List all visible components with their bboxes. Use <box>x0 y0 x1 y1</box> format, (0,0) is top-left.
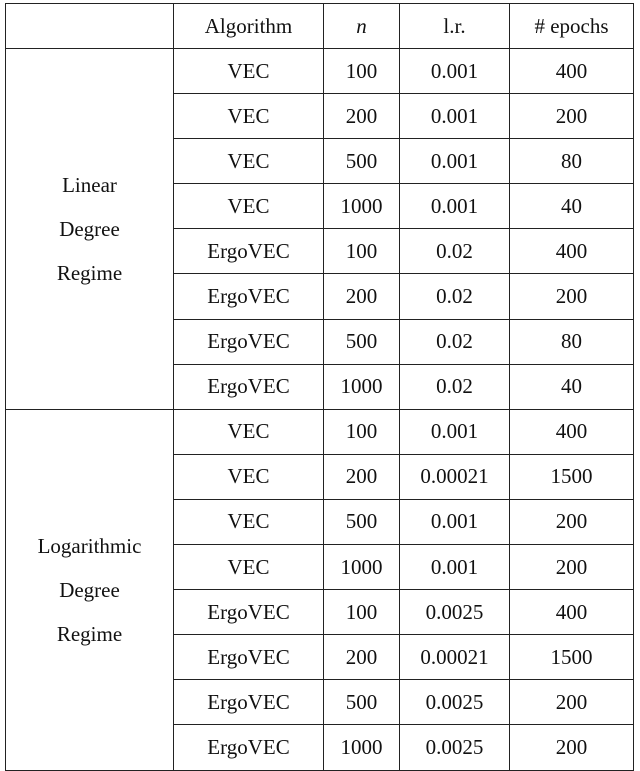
algorithm-cell: ErgoVEC <box>174 725 324 770</box>
n-cell: 1000 <box>324 364 400 409</box>
header-learning-rate: l.r. <box>400 4 510 49</box>
epochs-cell: 400 <box>510 229 634 274</box>
regime-label-line: Logarithmic <box>37 533 142 558</box>
learning-rate-cell: 0.001 <box>400 94 510 139</box>
n-cell: 200 <box>324 454 400 499</box>
algorithm-cell: VEC <box>174 409 324 454</box>
header-n: n <box>324 4 400 49</box>
epochs-cell: 400 <box>510 590 634 635</box>
algorithm-cell: ErgoVEC <box>174 635 324 680</box>
epochs-cell: 400 <box>510 49 634 94</box>
epochs-cell: 80 <box>510 319 634 364</box>
epochs-cell: 40 <box>510 364 634 409</box>
epochs-cell: 200 <box>510 545 634 590</box>
n-cell: 100 <box>324 49 400 94</box>
algorithm-cell: VEC <box>174 94 324 139</box>
algorithm-cell: VEC <box>174 545 324 590</box>
algorithm-cell: ErgoVEC <box>174 319 324 364</box>
algorithm-cell: ErgoVEC <box>174 229 324 274</box>
regime-label-line: Degree <box>59 577 120 602</box>
learning-rate-cell: 0.0025 <box>400 590 510 635</box>
learning-rate-cell: 0.001 <box>400 184 510 229</box>
header-corner-cell <box>6 4 174 49</box>
learning-rate-cell: 0.001 <box>400 409 510 454</box>
epochs-cell: 40 <box>510 184 634 229</box>
algorithm-cell: ErgoVEC <box>174 364 324 409</box>
n-cell: 100 <box>324 409 400 454</box>
n-cell: 100 <box>324 229 400 274</box>
regime-label-line: Linear <box>62 172 117 197</box>
learning-rate-cell: 0.02 <box>400 364 510 409</box>
header-epochs: # epochs <box>510 4 634 49</box>
learning-rate-cell: 0.02 <box>400 274 510 319</box>
regime-label-cell <box>6 409 174 770</box>
n-cell: 500 <box>324 319 400 364</box>
algorithm-cell: VEC <box>174 49 324 94</box>
n-cell: 100 <box>324 590 400 635</box>
learning-rate-cell: 0.001 <box>400 545 510 590</box>
learning-rate-cell: 0.0025 <box>400 680 510 725</box>
algorithm-cell: ErgoVEC <box>174 274 324 319</box>
table-row <box>6 409 634 454</box>
epochs-cell: 200 <box>510 274 634 319</box>
epochs-cell: 200 <box>510 725 634 770</box>
algorithm-cell: ErgoVEC <box>174 590 324 635</box>
learning-rate-cell: 0.00021 <box>400 454 510 499</box>
table-row <box>6 49 634 94</box>
learning-rate-cell: 0.02 <box>400 229 510 274</box>
regime-label-line: Regime <box>56 260 123 285</box>
epochs-cell: 400 <box>510 409 634 454</box>
table-body <box>6 49 634 771</box>
header-algorithm: Algorithm <box>174 4 324 49</box>
n-cell: 500 <box>324 139 400 184</box>
algorithm-cell: VEC <box>174 499 324 544</box>
epochs-cell: 1500 <box>510 635 634 680</box>
n-cell: 200 <box>324 635 400 680</box>
epochs-cell: 200 <box>510 680 634 725</box>
n-cell: 200 <box>324 94 400 139</box>
n-cell: 1000 <box>324 184 400 229</box>
epochs-cell: 1500 <box>510 454 634 499</box>
algorithm-cell: VEC <box>174 139 324 184</box>
learning-rate-cell: 0.001 <box>400 49 510 94</box>
header-row <box>6 4 634 49</box>
regime-label-line: Degree <box>59 216 120 241</box>
learning-rate-cell: 0.02 <box>400 319 510 364</box>
n-cell: 500 <box>324 499 400 544</box>
hyperparameter-table <box>5 3 634 771</box>
epochs-cell: 200 <box>510 94 634 139</box>
hyperparameter-table-container <box>5 3 634 771</box>
learning-rate-cell: 0.001 <box>400 139 510 184</box>
n-cell: 200 <box>324 274 400 319</box>
n-cell: 1000 <box>324 725 400 770</box>
regime-label-cell <box>6 49 174 410</box>
epochs-cell: 80 <box>510 139 634 184</box>
epochs-cell: 200 <box>510 499 634 544</box>
algorithm-cell: VEC <box>174 454 324 499</box>
regime-label-line: Regime <box>56 621 123 646</box>
n-cell: 1000 <box>324 545 400 590</box>
learning-rate-cell: 0.0025 <box>400 725 510 770</box>
n-cell: 500 <box>324 680 400 725</box>
algorithm-cell: ErgoVEC <box>174 680 324 725</box>
learning-rate-cell: 0.00021 <box>400 635 510 680</box>
learning-rate-cell: 0.001 <box>400 499 510 544</box>
algorithm-cell: VEC <box>174 184 324 229</box>
